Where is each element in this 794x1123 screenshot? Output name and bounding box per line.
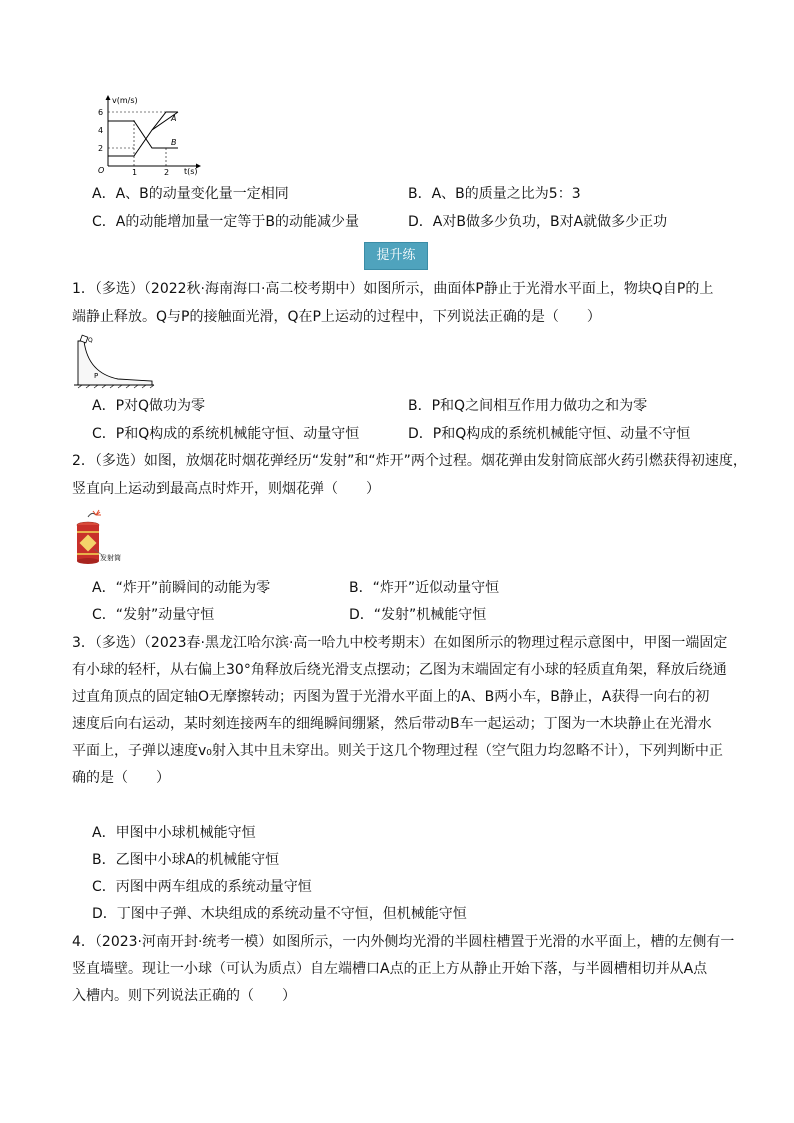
graph-y-tick: 6: [98, 108, 104, 117]
graph-line-label-a: A: [171, 114, 177, 123]
graph-x-tick: 1: [132, 168, 138, 176]
graph-y-tick: 4: [98, 126, 104, 135]
q2-option-a: A．“炸开”前瞬间的动能为零: [92, 580, 271, 596]
q1-figure-label-q: Q: [88, 337, 93, 344]
q3-option-c: C．丙图中两车组成的系统动量守恒: [92, 879, 312, 895]
q3-stem-line: 过直角顶点的固定轴O无摩擦转动；丙图为置于光滑水平面上的A、B两小车，B静止，A获得一向右的初: [72, 689, 710, 705]
q2-option-b: B．“炸开”近似动量守恒: [349, 580, 500, 596]
graph-x-tick: 2: [164, 168, 170, 176]
q1-option-d: D．P和Q构成的系统机械能守恒、动量不守恒: [408, 426, 691, 442]
q2-option-c: C．“发射”动量守恒: [92, 607, 215, 623]
q2-firework-tube-figure: [72, 509, 134, 571]
q2-stem-line: 竖直向上运动到最高点时炸开，则烟花弹（ ）: [72, 481, 380, 497]
q4-stem-line: 4．（2023·河南开封·统考一模）如图所示，一内外侧均光滑的半圆柱槽置于光滑的水平面上，槽的左侧有一: [72, 934, 735, 950]
q3-stem-line: 3．（多选）（2023春·黑龙江哈尔滨·高一哈九中校考期末）在如图所示的物理过程示意图中，甲图一端固定: [72, 635, 728, 651]
graph-origin: O: [98, 166, 105, 175]
q1-stem-line: 1．（多选）（2022秋·海南海口·高二校考期中）如图所示，曲面体P静止于光滑水平面上，物块Q自P的上: [72, 281, 714, 297]
q2-stem-line: 2．（多选）如图，放烟花时烟花弹经历“发射”和“炸开”两个过程。烟花弹由发射筒底部火药引燃获得初速度，: [72, 453, 747, 469]
prev-option-b: B．A、B的质量之比为5：3: [408, 186, 581, 202]
velocity-time-graph: [92, 94, 202, 176]
q1-stem-line: 端静止释放。Q与P的接触面光滑，Q在P上运动的过程中，下列说法正确的是（ ）: [72, 309, 601, 325]
q1-option-b: B．P和Q之间相互作用力做功之和为零: [408, 398, 648, 414]
q3-stem-line: 确的是（ ）: [72, 770, 170, 786]
q3-option-b: B．乙图中小球A的机械能守恒: [92, 852, 280, 868]
q2-option-d: D．“发射”机械能守恒: [349, 607, 487, 623]
prev-option-d: D．A对B做多少负功，B对A就做多少正功: [408, 214, 668, 230]
q4-stem-line: 竖直墙壁。现让一小球（可认为质点）自左端槽口A点的正上方从静止开始下落，与半圆槽相切并从A点: [72, 961, 708, 977]
q1-figure-curved-surface: [72, 333, 156, 389]
q1-figure-label-p: P: [94, 372, 99, 380]
graph-y-tick: 2: [98, 144, 104, 153]
q2-figure-label: 发射筒: [100, 554, 121, 562]
q1-option-c: C．P和Q构成的系统机械能守恒、动量守恒: [92, 426, 360, 442]
q3-option-a: A．甲图中小球机械能守恒: [92, 825, 256, 841]
q3-stem-line: 速度后向右运动，某时刻连接两车的细绳瞬间绷紧，然后带动B车一起运动；丁图为一木块静止在光滑水: [72, 716, 712, 732]
q3-stem-line: 有小球的轻杆，从右偏上30°角释放后绕光滑支点摆动；乙图为末端固定有小球的轻质直角架，释放后绕通: [72, 662, 727, 678]
graph-line-label-b: B: [171, 138, 177, 147]
graph-y-axis-label: v(m/s): [112, 96, 138, 105]
prev-option-c: C．A的动能增加量一定等于B的动能减少量: [92, 214, 359, 230]
prev-option-a: A．A、B的动量变化量一定相同: [92, 186, 289, 202]
q3-option-d: D．丁图中子弹、木块组成的系统动量不守恒，但机械能守恒: [92, 906, 467, 922]
q4-stem-line: 入槽内。则下列说法正确的（ ）: [72, 988, 296, 1004]
q3-stem-line: 平面上，子弹以速度v₀射入其中且未穿出。则关于这几个物理过程（空气阻力均忽略不计），下列判断中正: [72, 743, 723, 759]
q1-option-a: A．P对Q做功为零: [92, 398, 206, 414]
section-badge: 提升练: [364, 242, 428, 270]
graph-x-axis-label: t(s): [184, 167, 198, 176]
